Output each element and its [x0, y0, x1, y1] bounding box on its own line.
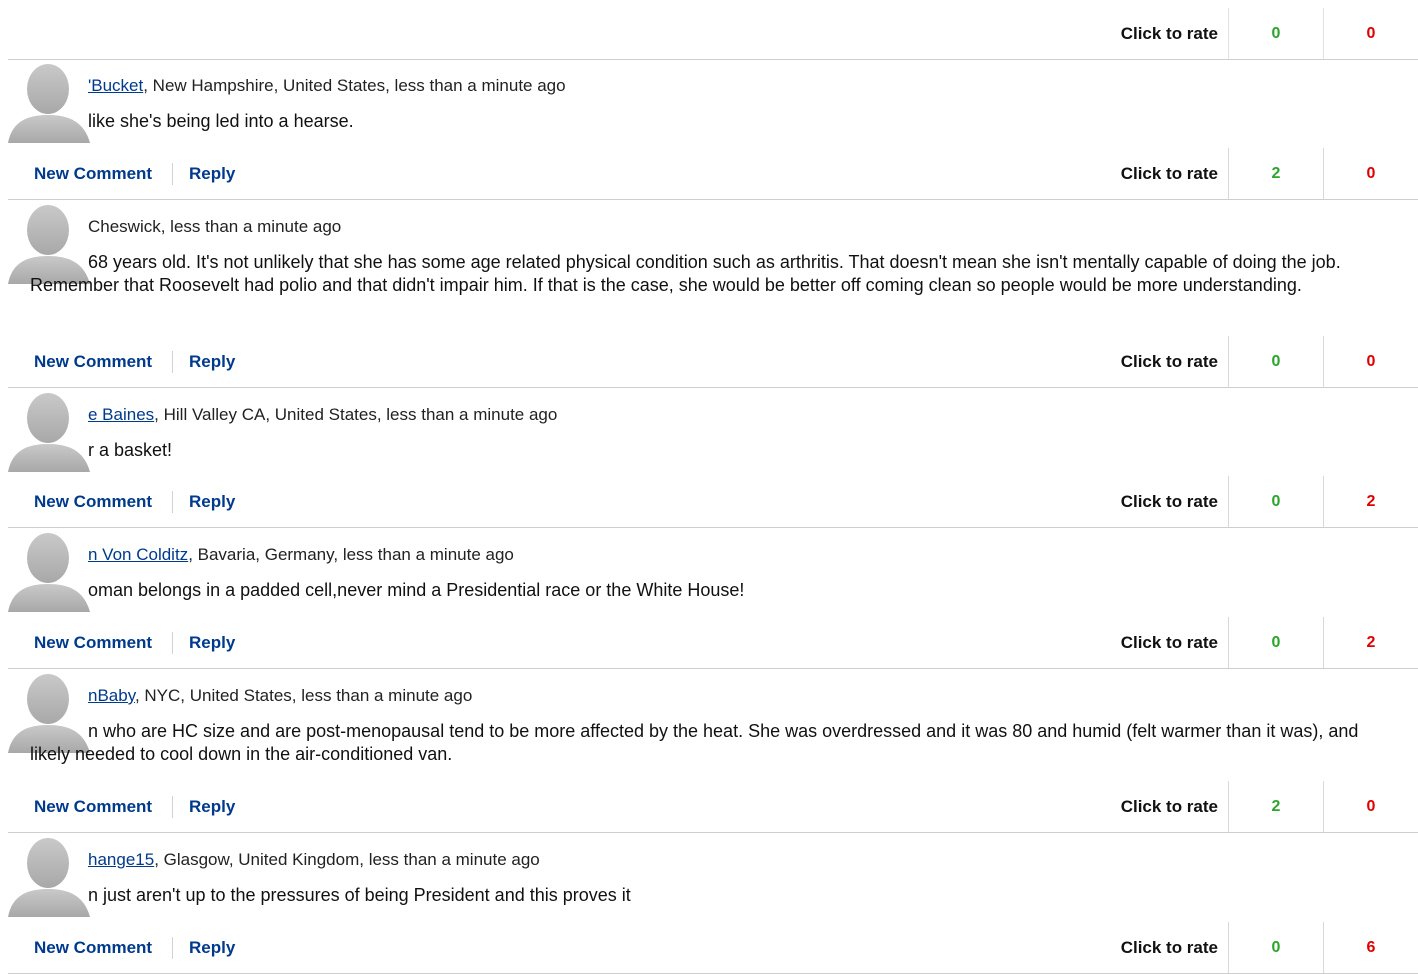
comment-meta [88, 686, 472, 706]
divider [172, 351, 173, 373]
comment-action-bar [8, 617, 1418, 669]
thumbs-down-count[interactable]: 2 [1323, 476, 1418, 527]
divider [172, 491, 173, 513]
comment-action-bar [8, 922, 1418, 974]
thumbs-up-count[interactable]: 0 [1228, 617, 1323, 668]
comment-text: n just aren't up to the pressures of being President and this proves it [88, 885, 631, 905]
thumbs-down-count[interactable]: 0 [1323, 8, 1418, 59]
reply-button[interactable]: Reply [189, 937, 236, 957]
author-link[interactable]: hange15 [88, 850, 155, 869]
comment-action-bar [8, 781, 1418, 833]
thumbs-up-count[interactable]: 2 [1228, 148, 1323, 199]
comment-text: oman belongs in a padded cell,never mind a Presidential race or the White House! [88, 580, 745, 600]
comment-location-time: , Glasgow, United Kingdom, less than a minute ago [154, 850, 540, 869]
reply-button[interactable]: Reply [189, 632, 236, 652]
click-to-rate-label: Click to rate [1120, 351, 1218, 371]
comment-location-time: , NYC, United States, less than a minute ago [134, 686, 473, 705]
author-link[interactable]: e Baines [88, 405, 155, 424]
comment-text: r a basket! [88, 440, 173, 460]
thumbs-up-count[interactable]: 0 [1228, 922, 1323, 973]
divider [172, 163, 173, 185]
comment-action-bar [8, 476, 1418, 528]
divider [172, 796, 173, 818]
divider [172, 937, 173, 959]
click-to-rate-label: Click to rate [1120, 23, 1218, 43]
comment-location-time: Cheswick, less than a minute ago [88, 217, 342, 236]
reply-button[interactable]: Reply [189, 491, 236, 511]
thumbs-down-count[interactable]: 0 [1323, 336, 1418, 387]
author-link[interactable]: nBaby [88, 686, 135, 705]
divider [172, 632, 173, 654]
new-comment-button[interactable]: New Comment [34, 796, 153, 816]
comment-meta [88, 405, 557, 425]
comment-meta [88, 545, 514, 565]
new-comment-button[interactable]: New Comment [34, 351, 153, 371]
comment-text: like she's being led into a hearse. [88, 111, 354, 131]
thumbs-up-count[interactable]: 0 [1228, 476, 1323, 527]
new-comment-button[interactable]: New Comment [34, 491, 153, 511]
comment-meta [88, 76, 566, 96]
new-comment-button[interactable]: New Comment [34, 937, 153, 957]
thumbs-down-count[interactable]: 6 [1323, 922, 1418, 973]
click-to-rate-label: Click to rate [1120, 163, 1218, 183]
thumbs-up-count[interactable]: 0 [1228, 336, 1323, 387]
thumbs-down-count[interactable]: 0 [1323, 781, 1418, 832]
comment-location-time: , Hill Valley CA, United States, less than a minute ago [154, 405, 558, 424]
thumbs-down-count[interactable]: 0 [1323, 148, 1418, 199]
click-to-rate-label: Click to rate [1120, 937, 1218, 957]
comment-action-bar [8, 336, 1418, 388]
author-link[interactable]: n Von Colditz [88, 545, 189, 564]
comment-meta [88, 850, 540, 870]
comment-action-bar [8, 148, 1418, 200]
comment-meta [88, 217, 341, 237]
thumbs-down-count[interactable]: 2 [1323, 617, 1418, 668]
reply-button[interactable]: Reply [189, 351, 236, 371]
thumbs-up-count[interactable]: 2 [1228, 781, 1323, 832]
click-to-rate-label: Click to rate [1120, 632, 1218, 652]
reply-button[interactable]: Reply [189, 163, 236, 183]
new-comment-button[interactable]: New Comment [34, 632, 153, 652]
reply-button[interactable]: Reply [189, 796, 236, 816]
comment-text: n who are HC size and are post-menopausal tend to be more affected by the heat. She was overdressed and it was 80 and humid (felt warmer than it was), and likely needed to cool down in the air-conditioned van. [30, 721, 1359, 764]
new-comment-button[interactable]: New Comment [34, 163, 153, 183]
author-link[interactable]: 'Bucket [88, 76, 144, 95]
top-rating-bar [8, 8, 1418, 60]
comment-location-time: , New Hampshire, United States, less than a minute ago [143, 76, 566, 95]
click-to-rate-label: Click to rate [1120, 796, 1218, 816]
comment-text: 68 years old. It's not unlikely that she has some age related physical condition such as arthritis. That doesn't mean she isn't mentally capable of doing the job. Remember that Roosevelt had polio and that didn't impair him. If that is the case, she would be better off coming clean so people would be more understanding. [30, 252, 1341, 295]
thumbs-up-count[interactable]: 0 [1228, 8, 1323, 59]
comment-location-time: , Bavaria, Germany, less than a minute ago [188, 545, 514, 564]
click-to-rate-label: Click to rate [1120, 491, 1218, 511]
